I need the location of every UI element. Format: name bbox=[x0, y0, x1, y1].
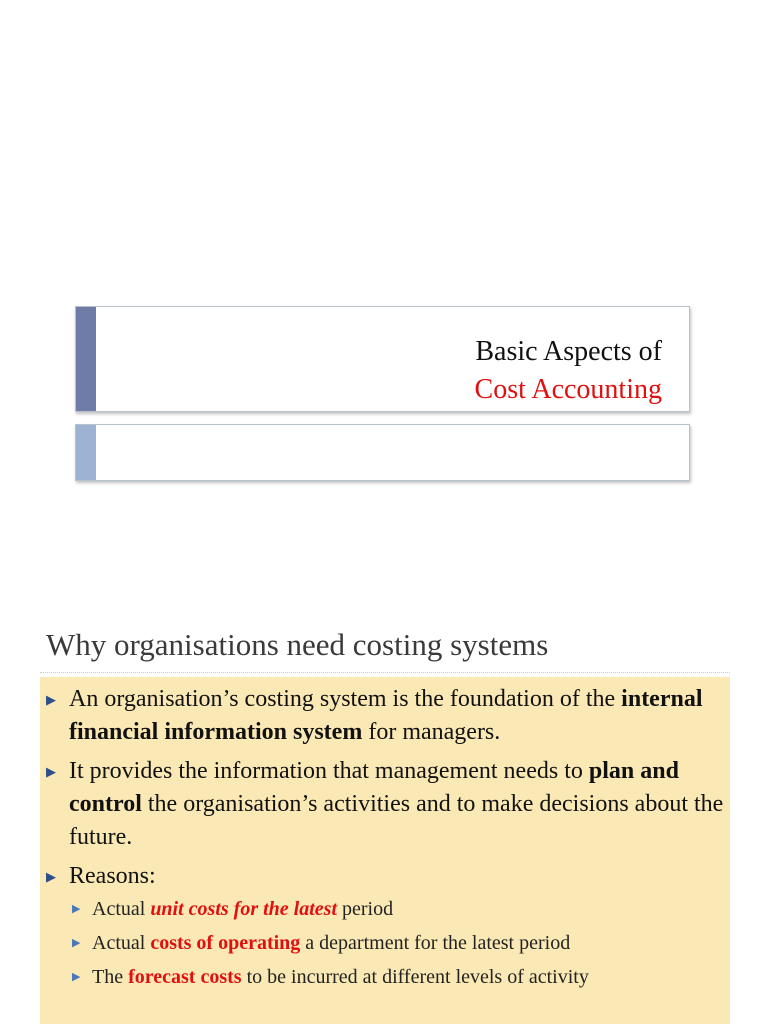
sub-bullet-list bbox=[69, 895, 730, 992]
sub-bullet-item bbox=[69, 895, 730, 924]
sub-bullet-text-post: a department for the latest period bbox=[300, 932, 571, 954]
sub-bullet-item bbox=[69, 929, 730, 958]
sub-bullet-text-pre: Actual bbox=[92, 932, 151, 954]
sub-bullet-emphasis: forecast costs bbox=[128, 966, 242, 988]
subtitle-accent-bar bbox=[76, 425, 96, 480]
sub-bullet-text-pre: Actual bbox=[92, 898, 151, 920]
sub-bullet-emphasis: unit costs for the latest bbox=[150, 898, 338, 920]
bullet-item bbox=[40, 683, 730, 749]
sub-bullet-text-post: to be incurred at different levels of activity bbox=[241, 966, 589, 988]
bullet-list bbox=[40, 683, 730, 998]
bullet-item bbox=[40, 755, 730, 854]
bullet-text-post: for managers. bbox=[362, 719, 501, 745]
sub-bullet-text-post: period bbox=[337, 898, 394, 920]
bullet-arrow-icon: ▶ bbox=[46, 692, 56, 707]
title-text bbox=[475, 333, 662, 409]
sub-bullet-arrow-icon: ▶ bbox=[72, 937, 81, 949]
slide-heading: Why organisations need costing systems bbox=[46, 627, 549, 662]
bullet-text-pre: It provides the information that management needs to bbox=[69, 758, 589, 784]
bullet-text-post: the organisation’s activities and to make decisions about the future. bbox=[69, 791, 724, 850]
bullet-arrow-icon: ▶ bbox=[46, 869, 56, 884]
title-box bbox=[75, 306, 690, 412]
bullet-text-pre: An organisation’s costing system is the foundation of the bbox=[69, 686, 622, 712]
bullet-arrow-icon: ▶ bbox=[46, 764, 56, 779]
sub-bullet-arrow-icon: ▶ bbox=[72, 903, 81, 915]
sub-bullet-arrow-icon: ▶ bbox=[72, 971, 81, 983]
bullet-emphasis: internal financial information system bbox=[69, 686, 703, 745]
sub-bullet-text-pre: The bbox=[92, 966, 129, 988]
title-accent-bar bbox=[76, 307, 96, 411]
title-line-1: Basic Aspects of bbox=[475, 336, 662, 367]
bullet-emphasis: plan and control bbox=[69, 758, 679, 817]
sub-bullet-item bbox=[69, 963, 730, 992]
bullet-item bbox=[40, 860, 730, 992]
bullet-text: Reasons: bbox=[69, 863, 156, 889]
title-line-2: Cost Accounting bbox=[474, 374, 662, 405]
subtitle-box bbox=[75, 424, 690, 481]
heading-divider bbox=[40, 672, 730, 673]
sub-bullet-emphasis: costs of operating bbox=[150, 932, 301, 954]
